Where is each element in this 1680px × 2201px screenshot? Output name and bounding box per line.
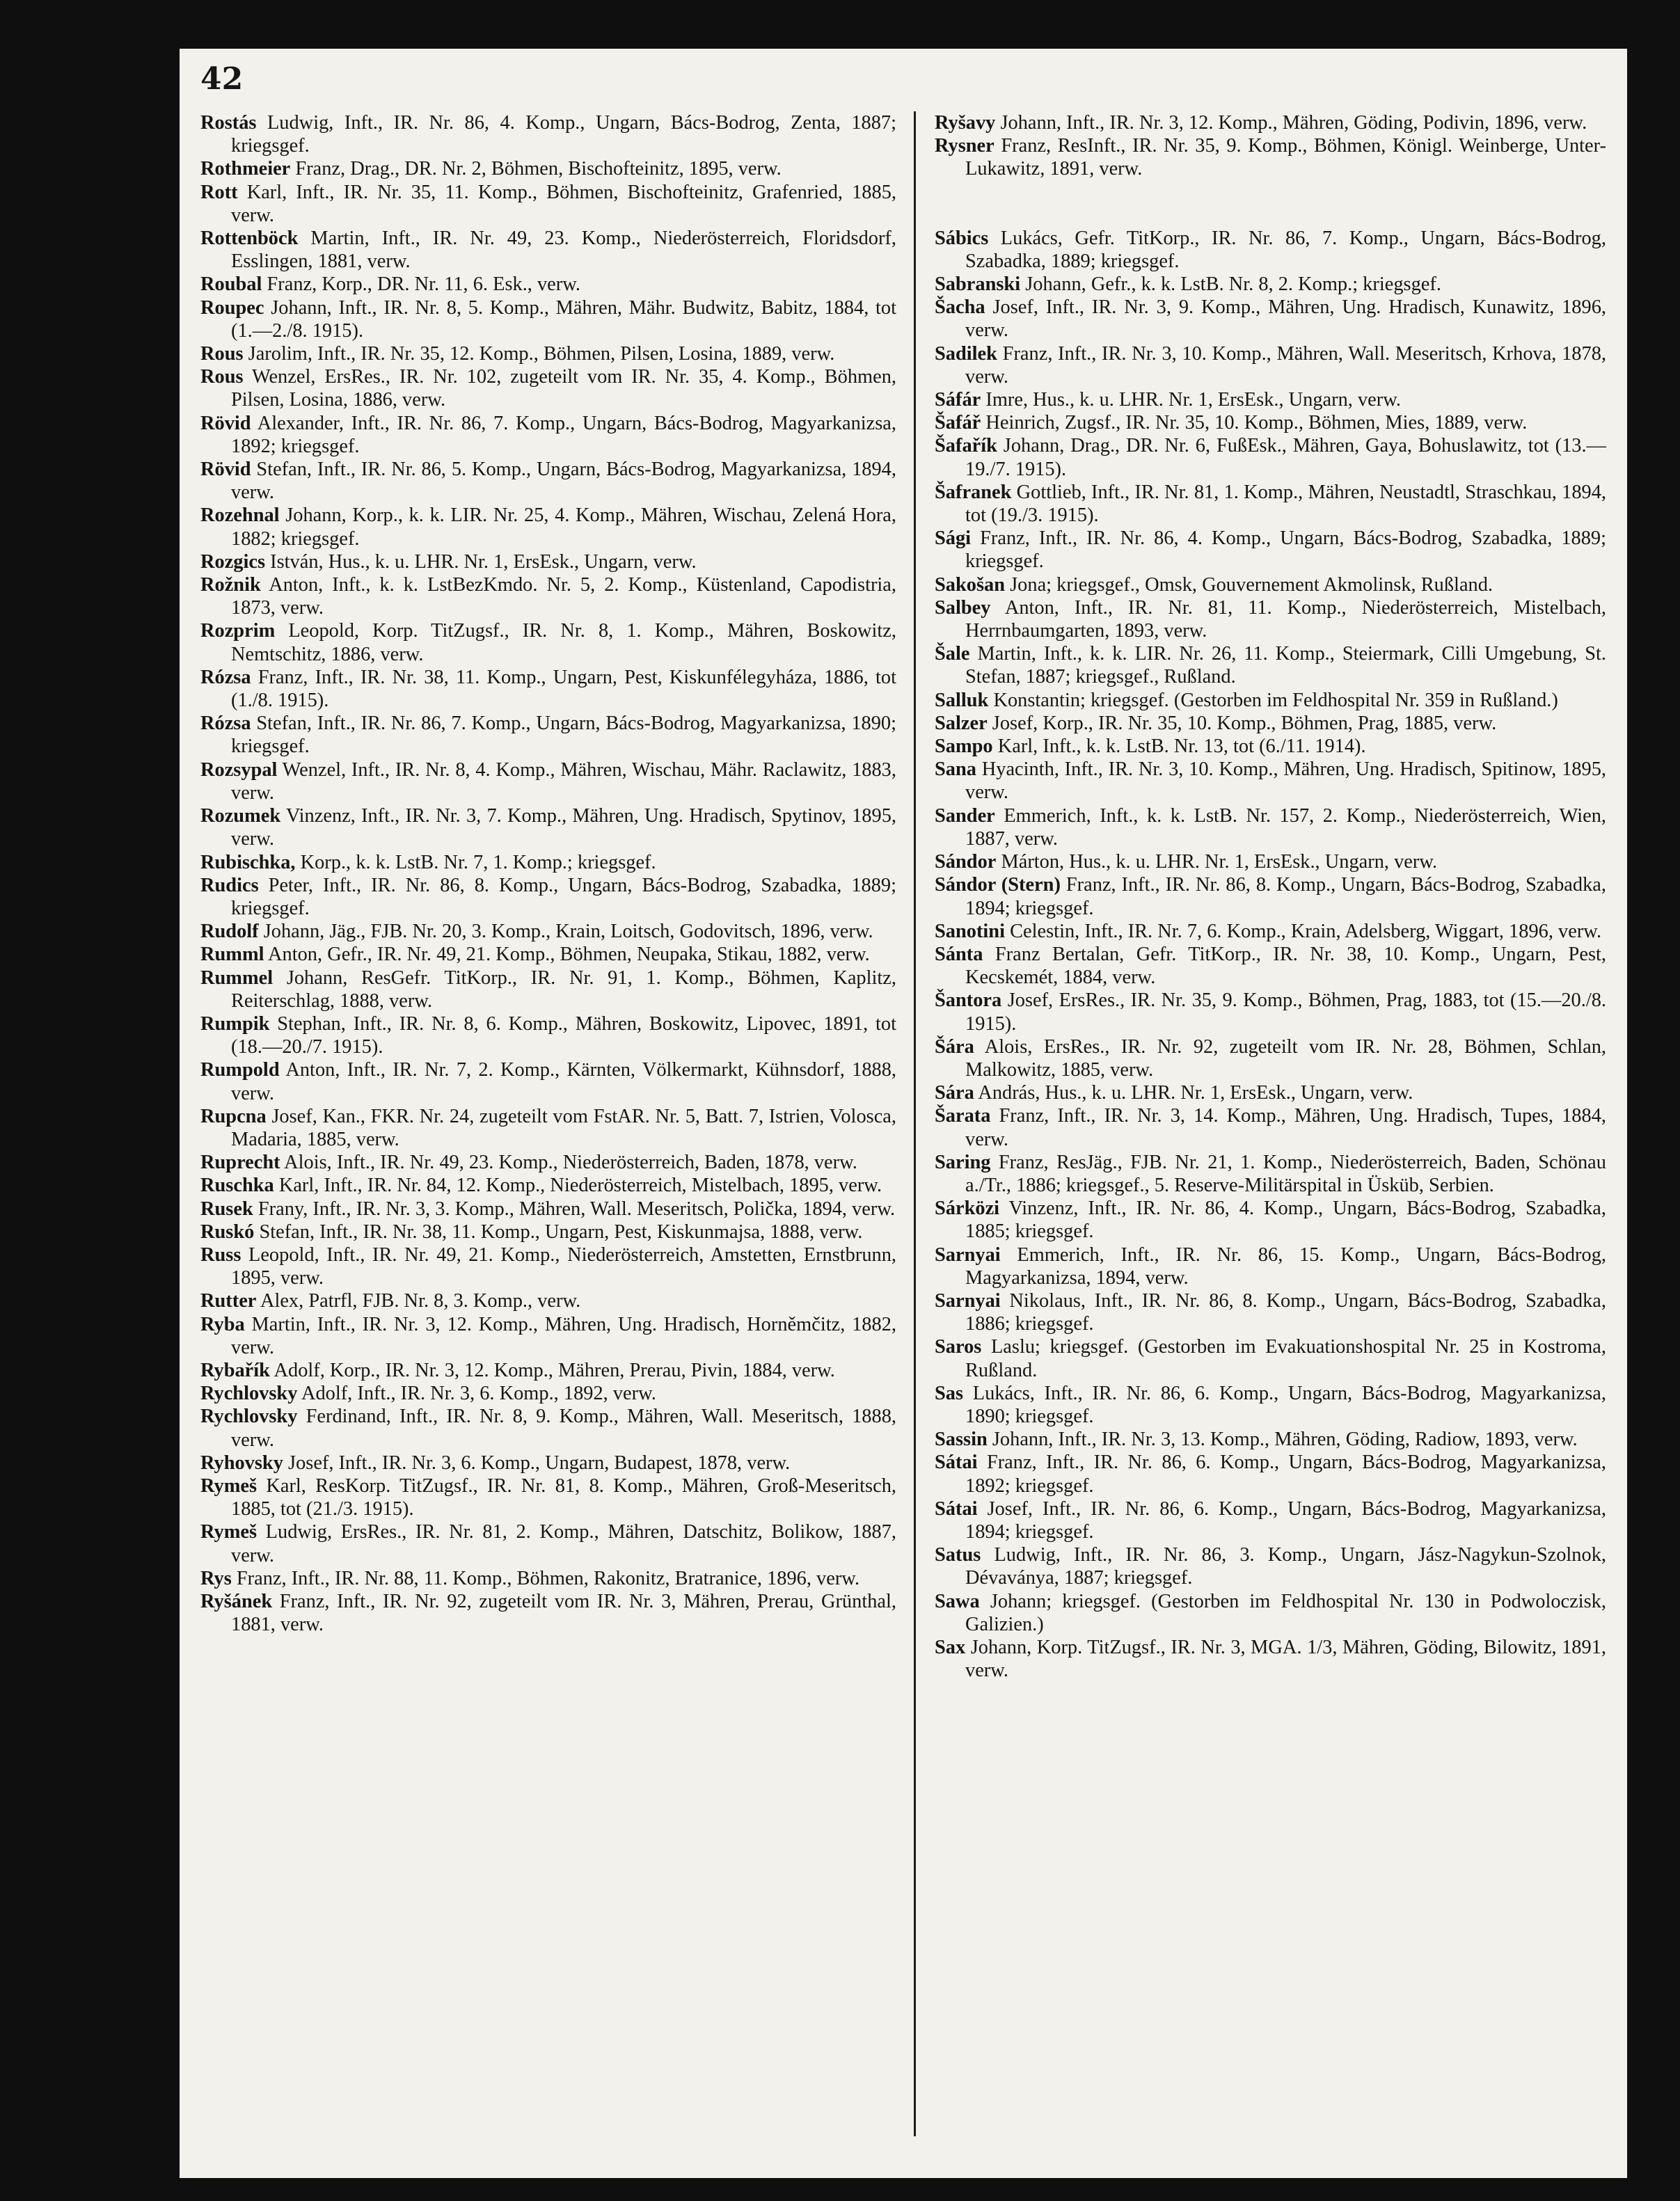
casualty-entry — [200, 1012, 896, 1058]
entry-surname: Ruskó — [200, 1221, 255, 1243]
entry-details: Martin, Inft., IR. Nr. 49, 23. Komp., Niederösterreich, Floridsdorf, Esslingen, 1881, verw. — [231, 228, 896, 273]
entry-details: Alois, ErsRes., IR. Nr. 92, zugeteilt vom IR. Nr. 28, Böhmen, Schlan, Malkowitz, 1885, verw. — [965, 1035, 1607, 1081]
casualty-entry — [935, 481, 1606, 527]
casualty-entry — [935, 1497, 1606, 1543]
entry-details: Franz, ResJäg., FJB. Nr. 21, 1. Komp., Niederösterreich, Baden, Schönau a./Tr., 1886; kriegsgef., 5. Reserve-Militärspital in Üsküb, Serbien. — [965, 1151, 1606, 1196]
casualty-entry — [935, 342, 1606, 388]
entry-surname: Rozgics — [200, 550, 266, 573]
entry-surname: Rozumek — [200, 805, 281, 827]
entry-surname: Rozehnal — [200, 504, 280, 527]
entry-surname: Saring — [935, 1151, 991, 1173]
entry-surname: Salbey — [935, 596, 991, 619]
entry-surname: Ryšavy — [935, 112, 996, 134]
entry-surname: Ruschka — [200, 1175, 274, 1197]
entry-surname: Rott — [200, 181, 238, 203]
entry-details: Franz, Inft., IR. Nr. 38, 11. Komp., Ungarn, Pest, Kiskunfélegyháza, 1886, tot (1./8. 1915). — [231, 666, 896, 712]
entry-details: Johann, Korp., k. k. LIR. Nr. 25, 4. Komp., Mähren, Wischau, Zelená Hora, 1882; kriegsgef. — [231, 504, 896, 550]
casualty-entry — [935, 227, 1606, 273]
entry-surname: Sana — [935, 758, 976, 781]
entry-surname: Rychlovsky — [200, 1406, 298, 1428]
entry-details: Konstantin; kriegsgef. (Gestorben im Feldhospital Nr. 359 in Rußland.) — [993, 689, 1558, 711]
casualty-entry — [935, 735, 1606, 758]
casualty-entry — [200, 619, 896, 665]
casualty-entry — [200, 1359, 896, 1382]
entry-details: Karl, ResKorp. TitZugsf., IR. Nr. 81, 8. Komp., Mähren, Groß-Meseritsch, 1885, tot (21./3. 1915). — [231, 1475, 896, 1520]
casualty-entry — [935, 434, 1606, 480]
casualty-entry — [200, 1520, 896, 1566]
casualty-entry — [935, 388, 1606, 411]
casualty-entry — [935, 1151, 1606, 1197]
entry-surname: Sárközi — [935, 1198, 1000, 1220]
entry-surname: Roubal — [200, 273, 262, 296]
casualty-entry — [935, 804, 1606, 850]
entry-surname: Rous — [200, 366, 244, 388]
page-number: 42 — [200, 61, 244, 97]
entry-surname: Šarata — [935, 1105, 991, 1127]
casualty-entry — [935, 1335, 1606, 1381]
entry-surname: Rubischka, — [200, 851, 296, 873]
casualty-entry — [935, 411, 1606, 434]
entry-surname: Russ — [200, 1243, 241, 1266]
entry-details: Johann, Inft., IR. Nr. 8, 5. Komp., Mähren, Mähr. Budwitz, Babitz, 1884, tot (1.—2./8. 1915). — [231, 296, 896, 342]
casualty-entry — [935, 1636, 1606, 1682]
entry-details: Martin, Inft., k. k. LIR. Nr. 26, 11. Komp., Steiermark, Cilli Umgebung, St. Stefan, 1887; kriegsgef., Rußland. — [965, 643, 1606, 688]
entry-surname: Rummel — [200, 967, 274, 989]
entry-surname: Sági — [935, 527, 972, 550]
casualty-entry — [935, 873, 1606, 919]
entry-details: Franz, Inft., IR. Nr. 86, 8. Komp., Ungarn, Bács-Bodrog, Szabadka, 1894; kriegsgef. — [965, 874, 1606, 919]
entry-surname: Rövid — [200, 412, 251, 434]
entry-details: Imre, Hus., k. u. LHR. Nr. 1, ErsEsk., Ungarn, verw. — [985, 389, 1401, 411]
casualty-entry — [200, 458, 896, 504]
entry-surname: Rostás — [200, 112, 257, 134]
casualty-entry — [935, 712, 1606, 735]
casualty-entry — [200, 550, 896, 573]
entry-surname: Sándor (Stern) — [935, 874, 1061, 896]
entry-surname: Sáfár — [935, 389, 981, 411]
entry-details: Johann; kriegsgef. (Gestorben im Feldhospital Nr. 130 in Podwoloczisk, Galizien.) — [965, 1590, 1606, 1635]
entry-details: Johann, Korp. TitZugsf., IR. Nr. 3, MGA. 1/3, Mähren, Göding, Bilowitz, 1891, verw. — [965, 1637, 1606, 1682]
entry-details: Leopold, Inft., IR. Nr. 49, 21. Komp., Niederösterreich, Amstetten, Ernstbrunn, 1895, verw. — [231, 1243, 896, 1289]
casualty-entry — [200, 296, 896, 342]
entry-surname: Sas — [935, 1382, 964, 1404]
entry-details: Leopold, Korp. TitZugsf., IR. Nr. 8, 1. Komp., Mähren, Boskowitz, Nemtschitz, 1886, verw. — [231, 620, 896, 665]
entry-surname: Sax — [935, 1637, 966, 1658]
casualty-entry — [200, 851, 896, 874]
entry-surname: Šantora — [935, 990, 1002, 1012]
entry-details: Gottlieb, Inft., IR. Nr. 81, 1. Komp., Mähren, Neustadtl, Straschkau, 1894, tot (19./3. 1915). — [965, 481, 1606, 527]
entry-details: Johann, Gefr., k. k. LstB. Nr. 8, 2. Komp.; kriegsgef. — [1025, 273, 1441, 296]
entry-surname: Saros — [935, 1336, 982, 1358]
casualty-entry — [200, 1590, 896, 1636]
entry-surname: Šafář — [935, 412, 981, 434]
entry-details: Franz, Inft., IR. Nr. 88, 11. Komp., Böhmen, Rakonitz, Bratranice, 1896, verw. — [236, 1567, 860, 1589]
entry-details: Franz, Inft., IR. Nr. 3, 14. Komp., Mähren, Ung. Hradisch, Tupes, 1884, verw. — [965, 1105, 1606, 1150]
entry-surname: Salluk — [935, 689, 989, 711]
entry-surname: Rudolf — [200, 921, 259, 943]
casualty-entry — [200, 943, 896, 966]
entry-details: Adolf, Inft., IR. Nr. 3, 6. Komp., 1892, verw. — [301, 1383, 656, 1405]
entry-details: Stefan, Inft., IR. Nr. 86, 7. Komp., Ungarn, Bács-Bodrog, Magyarkanizsa, 1890; kriegsgef. — [231, 713, 896, 758]
entry-details: Ludwig, ErsRes., IR. Nr. 81, 2. Komp., Mähren, Datschitz, Bolikow, 1887, verw. — [231, 1521, 896, 1566]
entry-details: Stephan, Inft., IR. Nr. 8, 6. Komp., Mähren, Boskowitz, Lipovec, 1891, tot (18.—20./7. 1915). — [231, 1012, 896, 1058]
entry-details: Celestin, Inft., IR. Nr. 7, 6. Komp., Krain, Adelsberg, Wiggart, 1896, verw. — [1010, 920, 1602, 942]
entry-details: Anton, Gefr., IR. Nr. 49, 21. Komp., Böhmen, Neupaka, Stikau, 1882, verw. — [268, 944, 870, 966]
entry-details: Josef, Kan., FKR. Nr. 24, zugeteilt vom FstAR. Nr. 5, Batt. 7, Istrien, Volosca, Madaria, 1885, verw. — [231, 1105, 896, 1150]
entry-surname: Sawa — [935, 1590, 980, 1612]
entry-details: Wenzel, ErsRes., IR. Nr. 102, zugeteilt vom IR. Nr. 35, 4. Komp., Böhmen, Pilsen, Losina, 1886, verw. — [231, 366, 896, 411]
entry-surname: Rozprim — [200, 620, 276, 642]
entry-surname: Sadilek — [935, 342, 997, 365]
entry-details: Johann, Inft., IR. Nr. 3, 12. Komp., Mähren, Göding, Podivin, 1896, verw. — [1000, 112, 1587, 134]
entry-surname: Rychlovsky — [200, 1383, 298, 1405]
casualty-entry — [935, 943, 1606, 989]
entry-surname: Šára — [935, 1035, 974, 1058]
casualty-entry — [200, 666, 896, 712]
casualty-entry — [200, 1221, 896, 1243]
left-column — [200, 111, 896, 1636]
entry-surname: Rózsa — [200, 666, 251, 688]
entry-surname: Rymeš — [200, 1475, 257, 1497]
entry-surname: Rózsa — [200, 713, 251, 735]
casualty-entry — [935, 1428, 1606, 1451]
casualty-entry — [935, 573, 1606, 596]
casualty-entry — [200, 1382, 896, 1405]
casualty-entry — [935, 527, 1606, 573]
casualty-entry — [200, 1198, 896, 1221]
casualty-entry — [935, 1081, 1606, 1104]
casualty-entry — [935, 1197, 1606, 1243]
entry-surname: Rys — [200, 1567, 232, 1589]
entry-surname: Šafařík — [935, 435, 997, 457]
entry-details: Emmerich, Inft., IR. Nr. 86, 15. Komp., Ungarn, Bács-Bodrog, Magyarkanizsa, 1894, verw. — [965, 1243, 1606, 1289]
entry-details: Jarolim, Inft., IR. Nr. 35, 12. Komp., Böhmen, Pilsen, Losina, 1889, verw. — [248, 343, 835, 365]
casualty-entry — [935, 1035, 1606, 1081]
entry-details: András, Hus., k. u. LHR. Nr. 1, ErsEsk., Ungarn, verw. — [978, 1082, 1413, 1104]
entry-surname: Šale — [935, 643, 970, 665]
casualty-entry — [200, 227, 896, 273]
entry-surname: Rudics — [200, 874, 259, 896]
casualty-entry — [200, 111, 896, 157]
casualty-entry — [200, 412, 896, 458]
entry-surname: Sátai — [935, 1452, 978, 1474]
casualty-entry — [935, 1590, 1606, 1636]
casualty-entry — [935, 989, 1606, 1035]
entry-surname: Rysner — [935, 135, 994, 157]
casualty-entry — [935, 1382, 1606, 1428]
casualty-entry — [935, 273, 1606, 296]
entry-surname: Rozsypal — [200, 758, 278, 781]
entry-surname: Ryšánek — [200, 1591, 273, 1612]
entry-details: Korp., k. k. LstB. Nr. 7, 1. Komp.; kriegsgef. — [300, 851, 656, 873]
casualty-entry — [935, 296, 1606, 342]
casualty-entry — [200, 181, 896, 227]
entry-details: Stefan, Inft., IR. Nr. 38, 11. Komp., Ungarn, Pest, Kiskunmajsa, 1888, verw. — [259, 1221, 863, 1243]
entry-details: Emmerich, Inft., k. k. LstB. Nr. 157, 2. Komp., Niederösterreich, Wien, 1887, verw. — [965, 804, 1606, 850]
entry-details: Johann, Inft., IR. Nr. 3, 13. Komp., Mähren, Göding, Radiow, 1893, verw. — [992, 1429, 1578, 1451]
entry-details: Márton, Hus., k. u. LHR. Nr. 1, ErsEsk., Ungarn, verw. — [1001, 851, 1438, 873]
casualty-entry — [200, 1243, 896, 1289]
entry-details: Franz, ResInft., IR. Nr. 35, 9. Komp., Böhmen, Königl. Weinberge, Unter-Lukawitz, 1891, verw. — [965, 135, 1606, 180]
entry-surname: Sarnyai — [935, 1289, 1001, 1312]
entry-surname: Rupcna — [200, 1105, 267, 1127]
entry-details: Josef, Inft., IR. Nr. 3, 9. Komp., Mähren, Ung. Hradisch, Kunawitz, 1896, verw. — [965, 296, 1606, 342]
entry-details: Vinzenz, Inft., IR. Nr. 86, 4. Komp., Ungarn, Bács-Bodrog, Szabadka, 1885; kriegsgef. — [965, 1198, 1606, 1243]
casualty-entry — [200, 1475, 896, 1520]
document-page — [180, 49, 1627, 2178]
entry-details: Karl, Inft., IR. Nr. 35, 11. Komp., Böhmen, Bischofteinitz, Grafenried, 1885, verw. — [231, 181, 896, 226]
casualty-entry — [935, 642, 1606, 688]
entry-details: Johann, ResGefr. TitKorp., IR. Nr. 91, 1. Komp., Böhmen, Kaplitz, Reiterschlag, 1888, verw. — [231, 967, 896, 1012]
casualty-entry — [935, 1451, 1606, 1497]
casualty-entry — [200, 273, 896, 296]
entry-details: Vinzenz, Inft., IR. Nr. 3, 7. Komp., Mähren, Ung. Hradisch, Spytinov, 1895, verw. — [231, 805, 896, 850]
entry-details: Frany, Inft., IR. Nr. 3, 3. Komp., Mähren, Wall. Meseritsch, Polička, 1894, verw. — [257, 1198, 896, 1220]
entry-surname: Ryba — [200, 1313, 245, 1335]
entry-surname: Šacha — [935, 296, 985, 319]
casualty-entry — [200, 365, 896, 411]
casualty-entry — [200, 573, 896, 619]
entry-surname: Rottenböck — [200, 228, 299, 250]
casualty-entry — [200, 1105, 896, 1151]
casualty-entry — [935, 1543, 1606, 1589]
entry-details: Wenzel, Inft., IR. Nr. 8, 4. Komp., Mähren, Wischau, Mähr. Raclawitz, 1883, verw. — [231, 758, 896, 804]
entry-surname: Rumml — [200, 944, 264, 966]
entry-details: Johann, Drag., DR. Nr. 6, FußEsk., Mähren, Gaya, Bohuslawitz, tot (13.—19./7. 1915). — [965, 435, 1606, 480]
entry-surname: Rothmeier — [200, 158, 291, 180]
entry-details: Ludwig, Inft., IR. Nr. 86, 4. Komp., Ungarn, Bács-Bodrog, Zenta, 1887; kriegsgef. — [231, 112, 896, 157]
casualty-entry — [935, 111, 1606, 134]
entry-surname: Sanotini — [935, 920, 1005, 942]
entry-surname: Rumpik — [200, 1012, 270, 1035]
entry-details: Anton, Inft., IR. Nr. 7, 2. Komp., Kärnten, Völkermarkt, Kühnsdorf, 1888, verw. — [231, 1059, 896, 1104]
entry-surname: Šafranek — [935, 481, 1012, 503]
entry-details: Franz Bertalan, Gefr. TitKorp., IR. Nr. 38, 10. Komp., Ungarn, Pest, Kecskemét, 1884, verw. — [965, 943, 1606, 989]
entry-surname: Sampo — [935, 736, 993, 758]
casualty-entry — [935, 1289, 1606, 1335]
entry-details: Hyacinth, Inft., IR. Nr. 3, 10. Komp., Mähren, Ung. Hradisch, Spitinow, 1895, verw. — [965, 758, 1606, 804]
casualty-entry — [200, 1151, 896, 1174]
entry-details: Johann, Jäg., FJB. Nr. 20, 3. Komp., Krain, Loitsch, Godovitsch, 1896, verw. — [263, 921, 873, 943]
casualty-entry — [935, 920, 1606, 943]
entry-details: Heinrich, Zugsf., IR. Nr. 35, 10. Komp., Böhmen, Mies, 1889, verw. — [985, 412, 1528, 434]
casualty-entry — [935, 850, 1606, 873]
casualty-entry — [200, 920, 896, 943]
entry-surname: Sander — [935, 804, 995, 827]
casualty-entry — [935, 1243, 1606, 1289]
entry-surname: Rumpold — [200, 1059, 280, 1081]
entry-surname: Roupec — [200, 296, 264, 319]
casualty-entry — [935, 758, 1606, 804]
entry-surname: Sassin — [935, 1429, 988, 1451]
entry-surname: Sándor — [935, 851, 997, 873]
casualty-entry — [200, 1452, 896, 1475]
entry-details: Franz, Inft., IR. Nr. 92, zugeteilt vom IR. Nr. 3, Mähren, Prerau, Grünthal, 1881, verw. — [231, 1591, 896, 1636]
entry-surname: Sabranski — [935, 273, 1021, 296]
entry-details: Peter, Inft., IR. Nr. 86, 8. Komp., Ungarn, Bács-Bodrog, Szabadka, 1889; kriegsgef. — [231, 874, 896, 919]
entry-details: Josef, Korp., IR. Nr. 35, 10. Komp., Böhmen, Prag, 1885, verw. — [992, 712, 1497, 734]
entry-details: Laslu; kriegsgef. (Gestorben im Evakuationshospital Nr. 25 in Kostroma, Rußland. — [965, 1336, 1606, 1381]
column-divider — [914, 111, 916, 2136]
entry-details: Josef, Inft., IR. Nr. 86, 6. Komp., Ungarn, Bács-Bodrog, Magyarkanizsa, 1894; kriegsgef. — [965, 1497, 1606, 1543]
casualty-entry — [935, 689, 1606, 712]
entry-details: Nikolaus, Inft., IR. Nr. 86, 8. Komp., Ungarn, Bács-Bodrog, Szabadka, 1886; kriegsgef. — [965, 1289, 1606, 1335]
right-column — [935, 111, 1606, 1682]
entry-surname: Rožnik — [200, 574, 261, 596]
casualty-entry — [935, 596, 1606, 642]
entry-surname: Sátai — [935, 1497, 978, 1520]
entry-details: Adolf, Korp., IR. Nr. 3, 12. Komp., Mähren, Prerau, Pivin, 1884, verw. — [274, 1359, 835, 1381]
entry-details: Stefan, Inft., IR. Nr. 86, 5. Komp., Ungarn, Bács-Bodrog, Magyarkanizsa, 1894, verw. — [231, 459, 896, 504]
entry-surname: Rövid — [200, 459, 251, 481]
entry-details: Karl, Inft., k. k. LstB. Nr. 13, tot (6./11. 1914). — [997, 736, 1366, 758]
entry-details: Jona; kriegsgef., Omsk, Gouvernement Akmolinsk, Rußland. — [1010, 573, 1493, 596]
casualty-entry — [935, 1104, 1606, 1150]
entry-details: Anton, Inft., k. k. LstBezKmdo. Nr. 5, 2. Komp., Küstenland, Capodistria, 1873, verw. — [231, 574, 896, 619]
casualty-entry — [200, 804, 896, 850]
entry-surname: Ryhovsky — [200, 1452, 283, 1474]
entry-details: Alois, Inft., IR. Nr. 49, 23. Komp., Niederösterreich, Baden, 1878, verw. — [284, 1152, 857, 1174]
casualty-entry — [200, 1289, 896, 1312]
entry-details: István, Hus., k. u. LHR. Nr. 1, ErsEsk., Ungarn, verw. — [270, 550, 697, 573]
entry-details: Josef, ErsRes., IR. Nr. 35, 9. Komp., Böhmen, Prag, 1883, tot (15.—20./8. 1915). — [965, 990, 1606, 1035]
entry-details: Lukács, Gefr. TitKorp., IR. Nr. 86, 7. Komp., Ungarn, Bács-Bodrog, Szabadka, 1889; kriegsgef. — [965, 227, 1606, 272]
casualty-entry — [200, 504, 896, 550]
entry-surname: Rutter — [200, 1290, 257, 1312]
casualty-entry — [200, 1058, 896, 1104]
entry-surname: Sánta — [935, 943, 983, 965]
casualty-entry — [200, 157, 896, 180]
entry-details: Lukács, Inft., IR. Nr. 86, 6. Komp., Ungarn, Bács-Bodrog, Magyarkanizsa, 1890; kriegsgef. — [965, 1382, 1606, 1427]
casualty-entry — [200, 712, 896, 758]
casualty-entry — [200, 342, 896, 365]
casualty-entry — [200, 1313, 896, 1359]
entry-details: Ludwig, Inft., IR. Nr. 86, 3. Komp., Ungarn, Jász-Nagykun-Szolnok, Dévaványa, 1887; kriegsgef. — [965, 1544, 1606, 1589]
entry-surname: Sábics — [935, 227, 989, 249]
casualty-entry — [200, 874, 896, 920]
casualty-entry — [200, 1174, 896, 1197]
entry-surname: Ruprecht — [200, 1152, 280, 1174]
entry-surname: Sára — [935, 1082, 974, 1104]
entry-surname: Rymeš — [200, 1521, 257, 1543]
entry-surname: Sakošan — [935, 573, 1006, 596]
entry-details: Karl, Inft., IR. Nr. 84, 12. Komp., Niederösterreich, Mistelbach, 1895, verw. — [278, 1175, 882, 1197]
casualty-entry — [200, 967, 896, 1012]
entry-details: Anton, Inft., IR. Nr. 81, 11. Komp., Niederösterreich, Mistelbach, Herrnbaumgarten, 1893, verw. — [965, 596, 1606, 642]
entry-details: Alexander, Inft., IR. Nr. 86, 7. Komp., Ungarn, Bács-Bodrog, Magyarkanizsa, 1892; kriegsgef. — [231, 412, 896, 457]
entry-details: Franz, Korp., DR. Nr. 11, 6. Esk., verw. — [267, 273, 580, 296]
entry-surname: Rybařík — [200, 1359, 270, 1381]
entry-details: Alex, Patrfl, FJB. Nr. 8, 3. Komp., verw. — [260, 1290, 581, 1312]
entry-surname: Rous — [200, 343, 244, 365]
entry-details: Franz, Inft., IR. Nr. 3, 10. Komp., Mähren, Wall. Meseritsch, Krhova, 1878, verw. — [965, 342, 1606, 388]
entry-surname: Salzer — [935, 712, 988, 734]
casualty-entry — [200, 1567, 896, 1590]
entry-details: Franz, Inft., IR. Nr. 86, 6. Komp., Ungarn, Bács-Bodrog, Magyarkanizsa, 1892; kriegsgef. — [965, 1452, 1607, 1497]
casualty-entry — [200, 1405, 896, 1451]
entry-details: Ferdinand, Inft., IR. Nr. 8, 9. Komp., Mähren, Wall. Meseritsch, 1888, verw. — [231, 1406, 896, 1451]
entry-surname: Sarnyai — [935, 1243, 1001, 1266]
entry-surname: Satus — [935, 1544, 981, 1566]
entry-details: Franz, Drag., DR. Nr. 2, Böhmen, Bischofteinitz, 1895, verw. — [295, 158, 782, 180]
entry-details: Franz, Inft., IR. Nr. 86, 4. Komp., Ungarn, Bács-Bodrog, Szabadka, 1889; kriegsgef. — [965, 527, 1607, 573]
casualty-entry — [200, 758, 896, 804]
casualty-entry — [935, 134, 1606, 180]
entry-surname: Rusek — [200, 1198, 253, 1220]
entry-details: Josef, Inft., IR. Nr. 3, 6. Komp., Ungarn, Budapest, 1878, verw. — [288, 1452, 791, 1474]
entry-details: Martin, Inft., IR. Nr. 3, 12. Komp., Mähren, Ung. Hradisch, Horněmčitz, 1882, verw. — [231, 1313, 896, 1358]
